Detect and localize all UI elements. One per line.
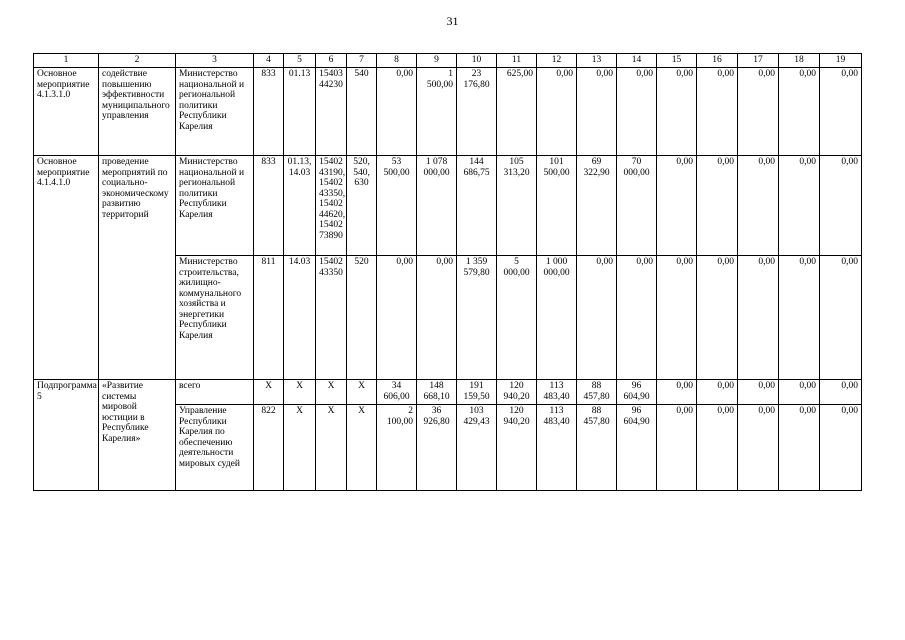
cell-value: 0,00 <box>820 380 862 405</box>
cell-rzpr: 14.03 <box>284 256 316 380</box>
header-cell: 19 <box>820 54 862 68</box>
cell-csr: 15402 43350 <box>316 256 347 380</box>
header-cell: 15 <box>657 54 697 68</box>
responsible-body: Министерство национальной и региональной политики Республики Карелия <box>176 68 254 156</box>
cell-grbs: X <box>254 380 284 405</box>
header-cell: 9 <box>417 54 457 68</box>
cell-value: 1 000 000,00 <box>537 256 577 380</box>
cell-value: 88 457,80 <box>577 380 617 405</box>
header-cell: 3 <box>176 54 254 68</box>
header-cell: 18 <box>779 54 820 68</box>
cell-value: 191 159,50 <box>457 380 497 405</box>
cell-value: 34 606,00 <box>377 380 417 405</box>
cell-value: 0,00 <box>697 380 738 405</box>
cell-value: 0,00 <box>377 256 417 380</box>
cell-value: 88 457,80 <box>577 405 617 491</box>
cell-grbs: 833 <box>254 68 284 156</box>
budget-table <box>33 53 862 491</box>
cell-value: 148 668,10 <box>417 380 457 405</box>
cell-value: 0,00 <box>617 256 657 380</box>
cell-grbs: 811 <box>254 256 284 380</box>
cell-value: 0,00 <box>820 405 862 491</box>
cell-value: 0,00 <box>697 405 738 491</box>
header-cell: 7 <box>347 54 377 68</box>
header-cell: 10 <box>457 54 497 68</box>
cell-value: 113 483,40 <box>537 405 577 491</box>
header-cell: 6 <box>316 54 347 68</box>
cell-value: 0,00 <box>738 380 779 405</box>
table-row <box>34 380 862 405</box>
cell-value: 0,00 <box>577 68 617 156</box>
cell-value: 103 429,43 <box>457 405 497 491</box>
page-number: 31 <box>446 14 459 28</box>
cell-rzpr: X <box>284 405 316 491</box>
header-cell: 11 <box>497 54 537 68</box>
measure-description: содействие повышению эффективности муниципального управления <box>99 68 176 156</box>
cell-value: 0,00 <box>537 68 577 156</box>
table-row <box>34 156 862 256</box>
cell-value: 0,00 <box>657 68 697 156</box>
cell-value: 0,00 <box>417 256 457 380</box>
cell-value: 0,00 <box>697 256 738 380</box>
cell-value: 0,00 <box>577 256 617 380</box>
cell-value: 113 483,40 <box>537 380 577 405</box>
cell-value: 1 500,00 <box>417 68 457 156</box>
cell-value: 625,00 <box>497 68 537 156</box>
cell-csr: 15403 44230 <box>316 68 347 156</box>
measure-description: проведение мероприятий по социально-экономическому развитию территорий <box>99 156 176 380</box>
cell-value: 101 500,00 <box>537 156 577 256</box>
cell-value: 0,00 <box>779 156 820 256</box>
cell-value: 144 686,75 <box>457 156 497 256</box>
cell-value: 1 078 000,00 <box>417 156 457 256</box>
cell-value: 0,00 <box>779 380 820 405</box>
cell-vr: 520 <box>347 256 377 380</box>
cell-value: 69 322,90 <box>577 156 617 256</box>
cell-vr: 540 <box>347 68 377 156</box>
cell-value: 0,00 <box>820 256 862 380</box>
header-cell: 17 <box>738 54 779 68</box>
header-cell: 4 <box>254 54 284 68</box>
cell-value: 0,00 <box>657 380 697 405</box>
subprogram-description: «Развитие системы мировой юстиции в Республике Карелия» <box>99 380 176 491</box>
measure-name: Основное мероприятие 4.1.3.1.0 <box>34 68 99 156</box>
cell-value: 96 604,90 <box>617 380 657 405</box>
cell-vr: 520, 540, 630 <box>347 156 377 256</box>
cell-rzpr: 01.13 <box>284 68 316 156</box>
cell-value: 0,00 <box>657 256 697 380</box>
cell-value: 96 604,90 <box>617 405 657 491</box>
responsible-body: Министерство национальной и региональной политики Республики Карелия <box>176 156 254 256</box>
cell-grbs: 822 <box>254 405 284 491</box>
cell-value: 0,00 <box>657 405 697 491</box>
subprogram-name: Подпрограмма 5 <box>34 380 99 491</box>
cell-value: 23 176,80 <box>457 68 497 156</box>
cell-value: 36 926,80 <box>417 405 457 491</box>
header-cell: 12 <box>537 54 577 68</box>
measure-name: Основное мероприятие 4.1.4.1.0 <box>34 156 99 380</box>
cell-value: 0,00 <box>738 405 779 491</box>
cell-value: 0,00 <box>657 156 697 256</box>
cell-value: 105 313,20 <box>497 156 537 256</box>
cell-value: 0,00 <box>738 256 779 380</box>
cell-vr: X <box>347 380 377 405</box>
responsible-body: Министерство строительства, жилищно-коммунального хозяйства и энергетики Республики Карелия <box>176 256 254 380</box>
cell-value: 0,00 <box>617 68 657 156</box>
cell-grbs: 833 <box>254 156 284 256</box>
header-cell: 5 <box>284 54 316 68</box>
cell-csr: X <box>316 380 347 405</box>
table-row <box>34 68 862 156</box>
cell-value: 5 000,00 <box>497 256 537 380</box>
cell-value: 0,00 <box>738 156 779 256</box>
cell-value: 1 359 579,80 <box>457 256 497 380</box>
cell-value: 53 500,00 <box>377 156 417 256</box>
cell-value: 0,00 <box>779 68 820 156</box>
cell-value: 0,00 <box>697 68 738 156</box>
cell-vr: X <box>347 405 377 491</box>
cell-csr: 15402 43190, 15402 43350, 15402 44620, 15402 73890 <box>316 156 347 256</box>
cell-value: 0,00 <box>779 405 820 491</box>
cell-value: 0,00 <box>697 156 738 256</box>
header-cell: 2 <box>99 54 176 68</box>
header-cell: 13 <box>577 54 617 68</box>
cell-value: 2 100,00 <box>377 405 417 491</box>
header-row <box>34 54 862 68</box>
header-cell: 1 <box>34 54 99 68</box>
header-cell: 14 <box>617 54 657 68</box>
responsible-body: всего <box>176 380 254 405</box>
cell-value: 0,00 <box>738 68 779 156</box>
cell-value: 120 940,20 <box>497 380 537 405</box>
cell-value: 0,00 <box>377 68 417 156</box>
cell-value: 120 940,20 <box>497 405 537 491</box>
cell-rzpr: 01.13, 14.03 <box>284 156 316 256</box>
cell-value: 0,00 <box>820 68 862 156</box>
cell-csr: X <box>316 405 347 491</box>
cell-value: 0,00 <box>779 256 820 380</box>
header-cell: 16 <box>697 54 738 68</box>
header-cell: 8 <box>377 54 417 68</box>
cell-rzpr: X <box>284 380 316 405</box>
cell-value: 70 000,00 <box>617 156 657 256</box>
responsible-body: Управление Республики Карелия по обеспечению деятельности мировых судей <box>176 405 254 491</box>
cell-value: 0,00 <box>820 156 862 256</box>
